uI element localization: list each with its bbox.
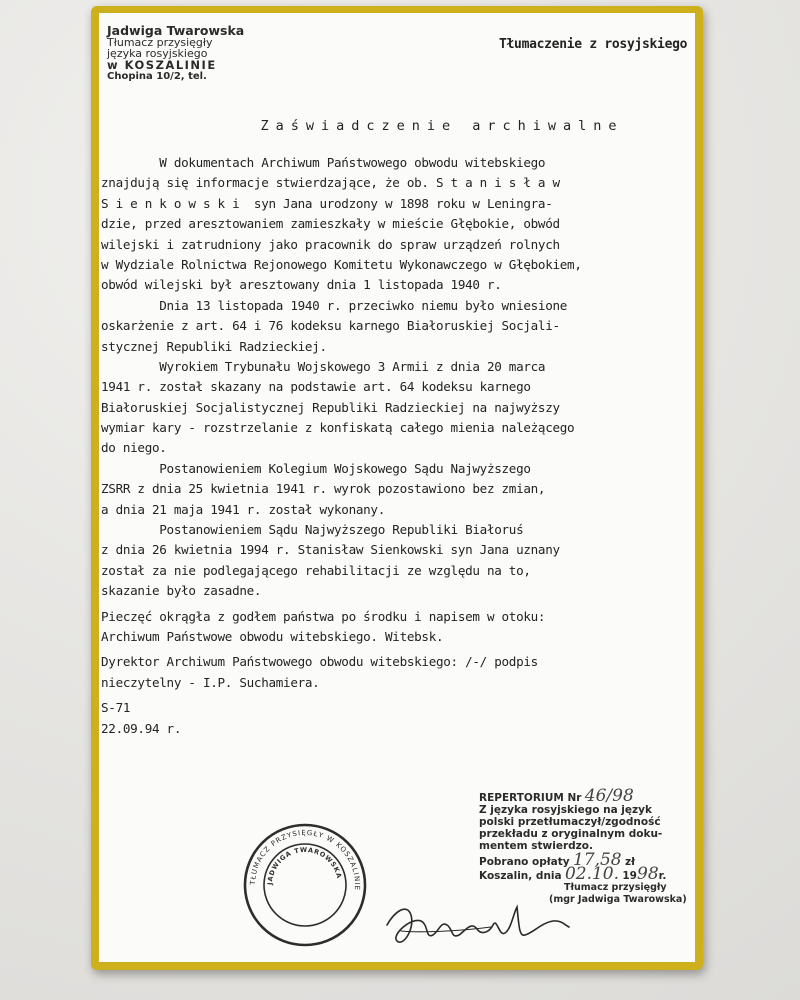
translator-address: Chopina 10/2, tel. [107,71,207,82]
director-line: Dyrektor Archiwum Państwowego obwodu witebskiego: /-/ podpis [101,654,538,670]
body-line: wilejski i zatrudniony jako pracownik do spraw urządzeń rolnych [101,236,560,252]
repertorium-text: Z języka rosyjskiego na język [479,804,652,816]
year-value: 98 [637,864,659,884]
stamp-outer-text: TŁUMACZ PRZYSIĘGŁY W KOSZALINIE [248,828,362,892]
svg-text:JADWIGA TWAROWSKA [266,846,343,886]
year-prefix: 19 [622,870,637,882]
body-line: W dokumentach Archiwum Państwowego obwodu witebskiego [101,155,546,170]
seal-description-line: Pieczęć okrągła z godłem państwa po środku i napisem w otoku: [101,608,546,624]
translator-name: Jadwiga Twarowska [107,23,245,38]
translator-letterhead [107,25,317,83]
body-line: Białoruskiej Socjalistycznej Republiki Radzieckiej na najwyższy [101,399,560,415]
repertorium-label: REPERTORIUM Nr [479,792,582,804]
translator-role-line2: języka rosyjskiego [107,47,208,60]
signer-name: (mgr Jadwiga Twarowska) [549,894,687,905]
body-line: w Wydziale Rolnictwa Rejonowego Komitetu Wykonawczego w Głębokiem, [101,256,582,272]
signer-role: Tłumacz przysięgły [564,882,667,893]
translation-note: Tłumaczenie z rosyjskiego [499,37,688,52]
fee-value: 17,58 [572,850,622,870]
translator-city: w KOSZALINIE [107,57,217,72]
director-line: nieczytelny - I.P. Suchamiera. [101,674,320,690]
body-line: 1941 r. został skazany na podstawie art. 64 kodeksu karnego [101,379,531,395]
repertorium-text: mentem stwierdzo. [479,840,593,852]
fee-unit: zł [624,856,635,868]
body-line: wymiar kary - rozstrzelanie z konfiskatą całego mienia należącego [101,420,575,436]
translator-role-line1: Tłumacz przysięgły [107,35,213,49]
body-line: dzie, przed aresztowaniem zamieszkały w mieście Głębokie, obwód [101,216,560,232]
body-line: został za nie podlegającego rehabilitacji ze względu na to, [101,562,531,578]
place-date-label: Koszalin, dnia [479,870,562,882]
body-line: z dnia 26 kwietnia 1994 r. Stanisław Sienkowski syn Jana uznany [101,542,560,558]
body-line: skazanie było zasadne. [101,583,262,599]
body-line: do niego. [101,440,167,456]
document-body [101,153,691,739]
body-line: oskarżenie z art. 64 i 76 kodeksu karnego Białoruskiej Socjali- [101,318,560,334]
handwritten-signature [381,881,571,961]
body-line: obwód wilejski był aresztowany dnia 1 listopada 1940 r. [101,277,502,293]
translator-stamp [241,821,369,949]
repertorium-number: 46/98 [584,786,634,806]
body-line: ZSRR z dnia 25 kwietnia 1941 r. wyrok pozostawiono bez zmian, [101,481,546,497]
reference-date: 22.09.94 r. [101,720,182,736]
body-line: a dnia 21 maja 1941 r. został wykonany. [101,501,386,517]
body-line: Postanowieniem Kolegium Wojskowego Sądu Najwyższego [101,460,531,476]
body-line: Postanowieniem Sądu Najwyższego Republiki Białoruś [101,522,524,538]
seal-description-line: Archiwum Państwowe obwodu witebskiego. Witebsk. [101,628,444,644]
repertorium-text: polski przetłumaczył/zgodność [479,816,661,828]
document-page [99,13,695,962]
body-line: stycznej Republiki Radzieckiej. [101,338,327,354]
document-title: Zaświadczenie archiwalne [260,118,624,134]
body-line: S i e n k o w s k i syn Jana urodzony w 1898 roku w Leningra- [101,195,553,211]
year-suffix: r. [658,870,667,882]
repertorium-text: przekładu z oryginalnym doku- [479,828,663,840]
reference-number: S-71 [101,700,131,716]
body-line: Dnia 13 listopada 1940 r. przeciwko niemu było wniesione [101,297,568,313]
body-line: Wyrokiem Trybunału Wojskowego 3 Armii z dnia 20 marca [101,358,546,374]
gold-frame [91,6,703,970]
body-line: znajdują się informacje stwierdzające, że ob. S t a n i s ł a w [101,175,560,191]
date-value: 02.10. [564,864,620,884]
stamp-inner-text: JADWIGA TWAROWSKA [265,845,344,886]
fee-label: Pobrano opłaty [479,856,570,868]
